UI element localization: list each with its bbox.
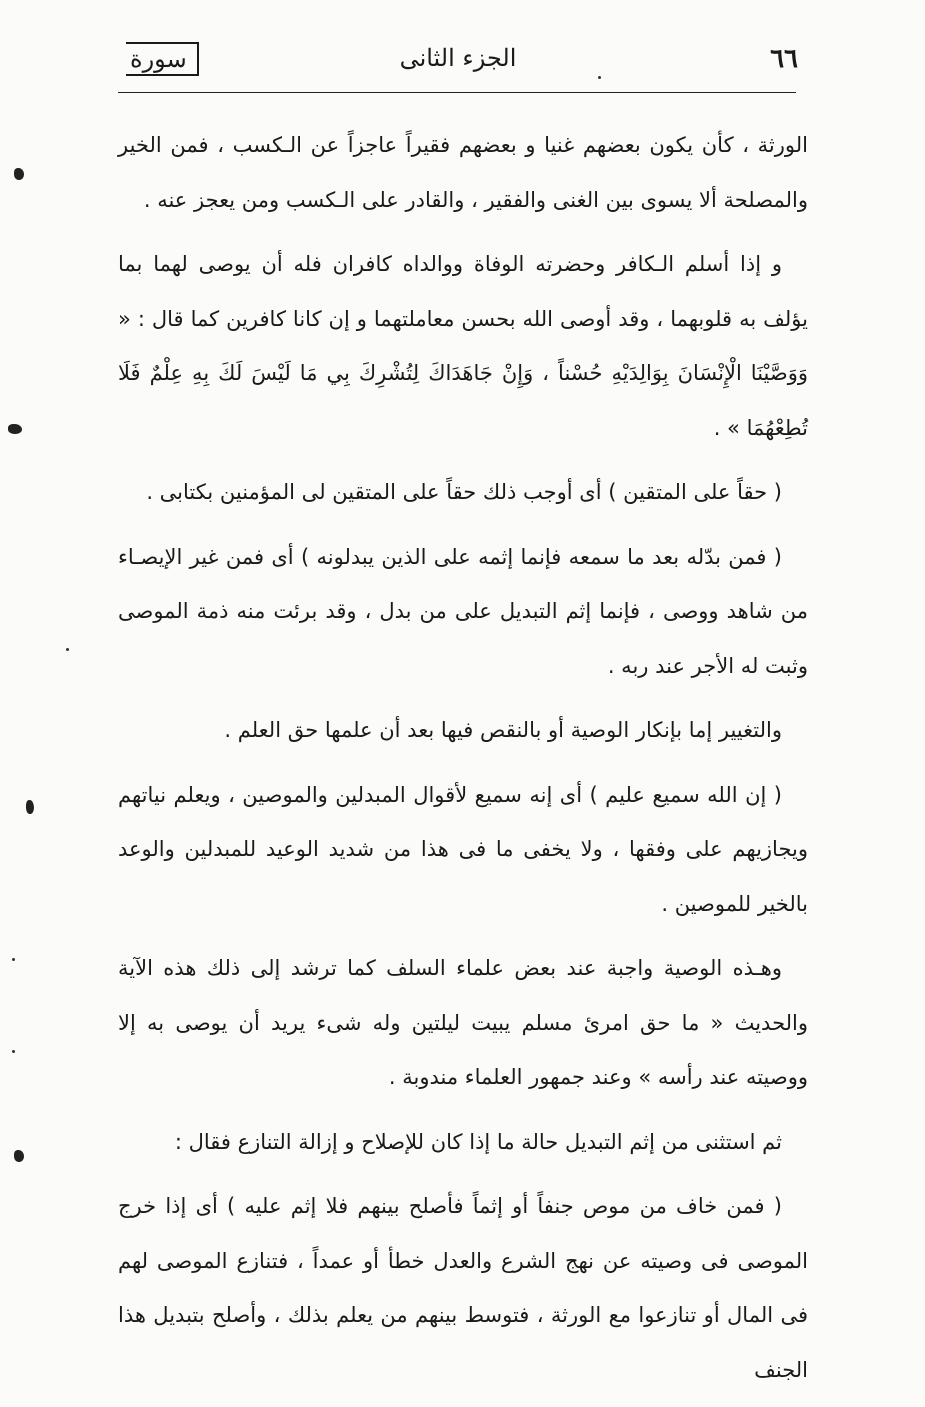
scan-speck <box>26 800 34 814</box>
paragraph: ( حقاً على المتقين ) أى أوجب ذلك حقاً على المتقين لى المؤمنين بكتابى . <box>146 480 782 504</box>
page-number: ٦٦ <box>770 44 798 74</box>
paragraph: ( فمن بدّله بعد ما سمعه فإنما إثمه على الذين يبدلونه ) أى فمن غير الإيصـاء من شاهد ووصى ، فإنما إثم التبديل على من بدل ، وقد برئت منه ذمة الموصى وثبت له الأجر عند ربه . <box>118 544 808 678</box>
paragraph: وهـذه الوصية واجبة عند بعض علماء السلف كما ترشد إلى ذلك هذه الآية والحديث « ما حق امرئ مسلم يبيت ليلتين وله شىء يريد أن يوصى به إلا ووصيته عند رأسه » وعند جمهور العلماء مندوبة . <box>118 956 808 1089</box>
scan-dot <box>66 648 69 651</box>
page-body <box>118 118 808 1407</box>
paragraph: ( فمن خاف من موص جنفاً أو إثماً فأصلح بينهم فلا إثم عليه ) أى إذا خرج الموصى فى وصيته عن نهج الشرع والعدل خطأ أو عمداً ، فتنازع الموصى لهم فى المال أو تنازعوا مع الورثة ، فتوسط بينهم من يعلم بذلك ، وأصلح بتبديل هذا الجنف <box>118 1194 808 1382</box>
scan-dot <box>598 76 601 79</box>
paragraph: و إذا أسلم الـكافر وحضرته الوفاة ووالداه كافران فله أن يوصى لهما بما يؤلف به قلوبهما ، وقد أوصى الله بحسن معاملتهما و إن كانا كافرين كما قال : « وَوَصَّيْنَا الْإِنْسَانَ بِوَالِدَيْهِ حُسْناً ، وَإِنْ جَاهَدَاكَ لِتُشْرِكَ بِي مَا لَيْسَ لَكَ بِهِ عِلْمٌ فَلَا تُطِعْهُمَا » . <box>118 252 808 440</box>
scan-speck <box>8 424 22 434</box>
scan-dot <box>12 1050 15 1053</box>
header-rule <box>118 92 796 93</box>
running-title: الجزء الثانى <box>399 44 517 72</box>
paragraph: والتغيير إما بإنكار الوصية أو بالنقص فيها بعد أن علمها حق العلم . <box>224 718 782 742</box>
page-header <box>118 38 798 88</box>
scan-speck <box>14 1150 24 1162</box>
paragraph: الورثة ، كأن يكون بعضهم غنيا و بعضهم فقيراً عاجزاً عن الـكسب ، فمن الخير والمصلحة ألا يسوى بين الغنى والفقير ، والقادر على الـكسب ومن يعجز عنه . <box>118 133 808 212</box>
scan-speck <box>14 168 24 180</box>
paragraph: ( إن الله سميع عليم ) أى إنه سميع لأقوال المبدلين والموصين ، ويعلم نياتهم ويجازيهم على وفقها ، ولا يخفى ما فى هذا من شديد الوعيد للمبدلين والوعد بالخير للموصين . <box>118 782 808 916</box>
scan-dot <box>12 958 15 961</box>
paragraph: ثم استثنى من إثم التبديل حالة ما إذا كان للإصلاح و إزالة التنازع فقال : <box>174 1129 782 1154</box>
surah-label: سورة <box>126 42 199 76</box>
